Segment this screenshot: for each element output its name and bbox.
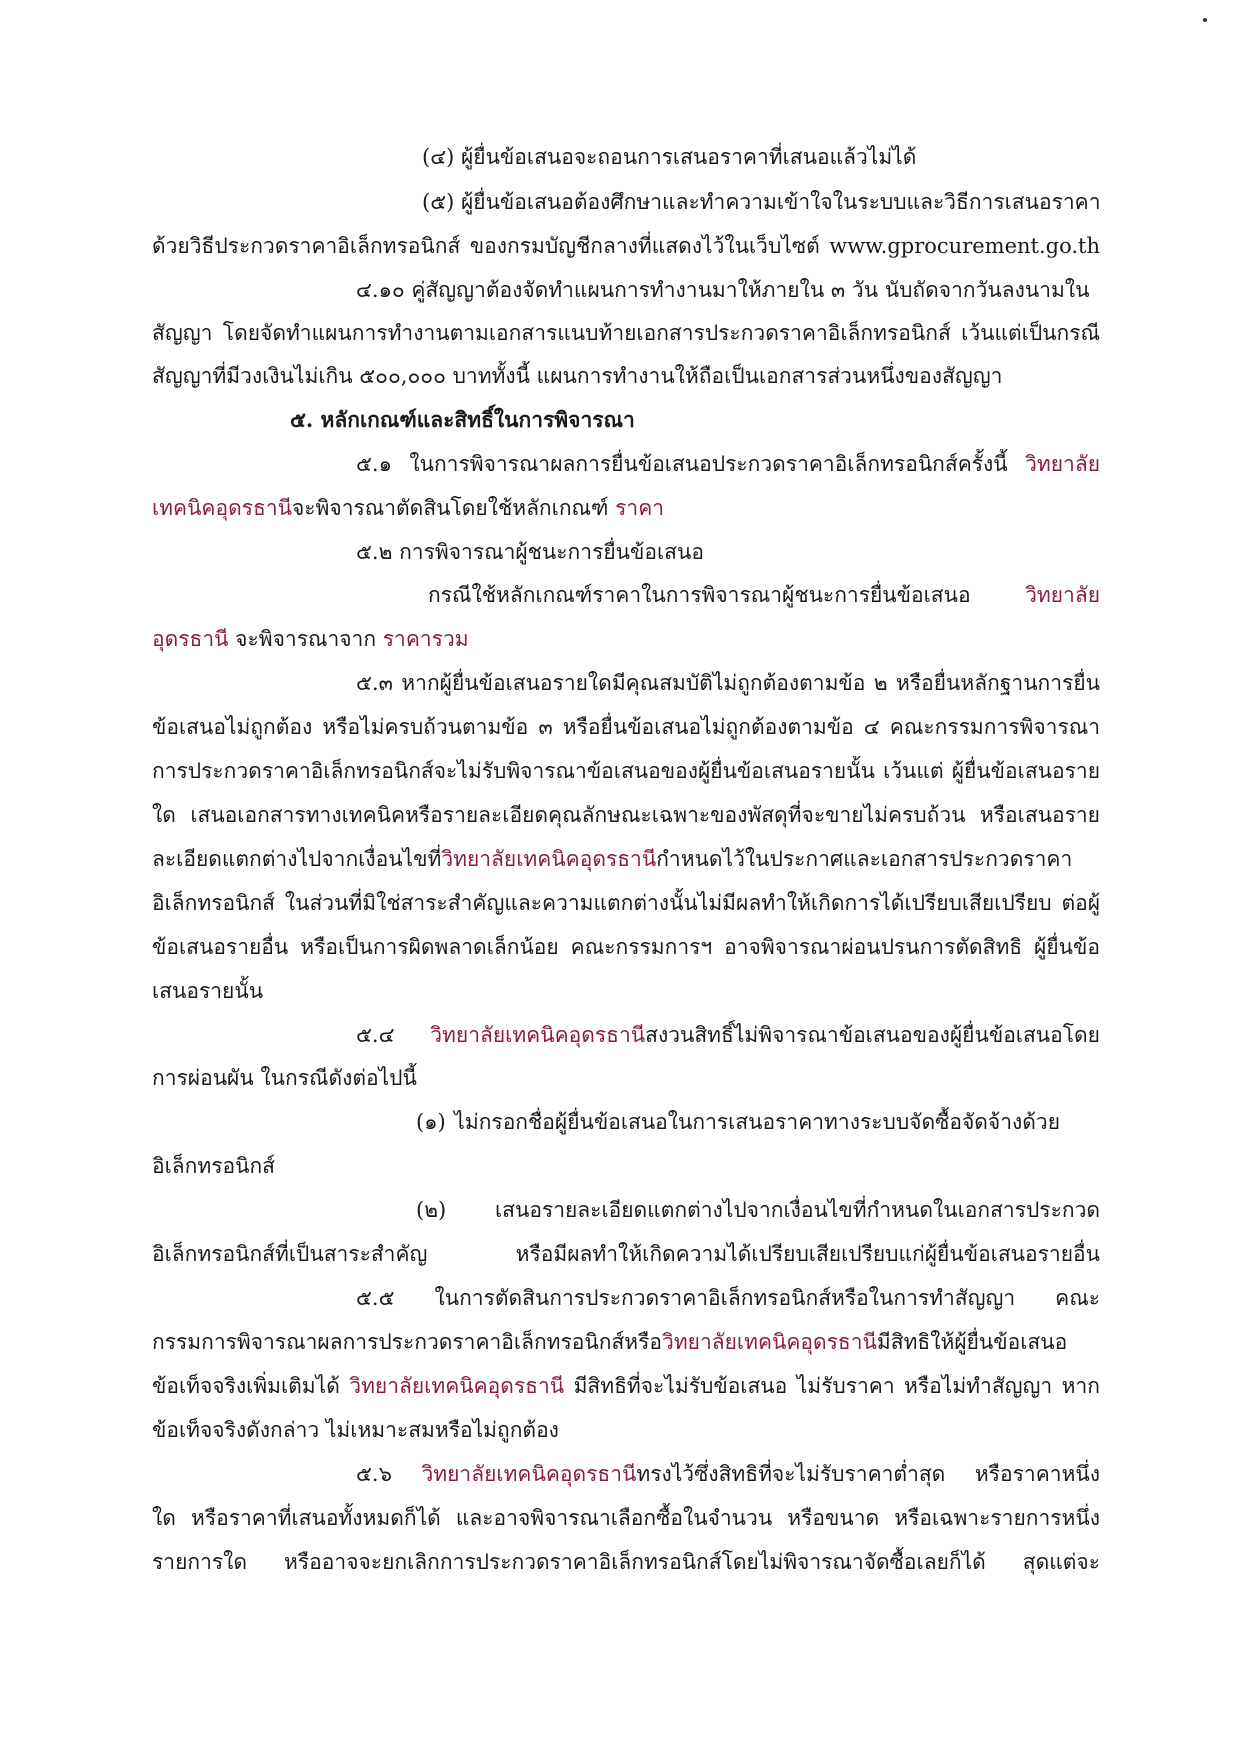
text-line: [152, 624, 469, 654]
text-segment: กำหนดไว้ในประกาศและเอกสารประกวดราคา: [656, 847, 1073, 871]
text-segment: ๔.๑๐ คู่สัญญาต้องจัดทำแผนการทำงานมาให้ภายใน ๓ วัน นับถัดจากวันลงนามใน: [356, 278, 1090, 302]
text-line: [152, 1063, 417, 1093]
text-line: [152, 318, 1100, 348]
text-line: [422, 142, 916, 172]
text-line: [356, 275, 1089, 305]
text-line: [152, 231, 1100, 261]
text-segment: ละเอียดแตกต่างไปจากเงื่อนไขที่: [152, 847, 442, 871]
text-line: [152, 976, 263, 1006]
text-segment: ๕.๓ หากผู้ยื่นข้อเสนอรายใดมีคุณสมบัติไม่ถูกต้องตามข้อ ๒ หรือยื่นหลักฐานการยื่น: [356, 671, 1100, 695]
text-line: [416, 1195, 1100, 1225]
text-segment: สงวนสิทธิ์ไม่พิจารณาข้อเสนอของผู้ยื่นข้อเสนอโดย: [645, 1023, 1100, 1047]
text-line: [152, 1239, 1100, 1269]
highlighted-text: วิทยาลัยเทคนิคอุดรธานี: [421, 1462, 637, 1486]
text-line: [152, 361, 1002, 391]
text-line: [356, 668, 1100, 698]
text-line: [152, 932, 1100, 962]
text-line: [356, 537, 704, 567]
text-segment: (๑) ไม่กรอกชื่อผู้ยื่นข้อเสนอในการเสนอราคาทางระบบจัดซื้อจัดจ้างด้วย: [416, 1110, 1060, 1134]
text-line: [152, 800, 1100, 830]
text-segment: กรรมการพิจารณาผลการประกวดราคาอิเล็กทรอนิกส์หรือ: [152, 1330, 663, 1354]
highlighted-text: อุดรธานี: [152, 627, 229, 651]
scan-speck: [1203, 18, 1207, 22]
text-segment: ๕.๖: [356, 1462, 422, 1486]
text-segment: ด้วยวิธีประกวดราคาอิเล็กทรอนิกส์ ของกรมบัญชีกลางที่แสดงไว้ในเว็บไซต์ www.gprocurement.go.th: [152, 234, 1100, 258]
highlighted-text: ราคา: [615, 496, 665, 520]
text-segment: (๔) ผู้ยื่นข้อเสนอจะถอนการเสนอราคาที่เสนอแล้วไม่ได้: [422, 145, 917, 169]
text-segment: ใด หรือราคาที่เสนอทั้งหมดก็ได้ และอาจพิจารณาเลือกซื้อในจำนวน หรือขนาด หรือเฉพาะรายการหนึ่ง: [152, 1506, 1100, 1530]
text-segment: อิเล็กทรอนิกส์ที่เป็นสาระสำคัญ หรือมีผลทำให้เกิดความได้เปรียบเสียเปรียบแก่ผู้ยื่นข้อเสนอรายอื่น: [152, 1242, 1100, 1266]
text-segment: การประกวดราคาอิเล็กทรอนิกส์จะไม่รับพิจารณาข้อเสนอของผู้ยื่นข้อเสนอรายนั้น เว้นแต่ ผู้ยื่นข้อเสนอราย: [152, 759, 1100, 783]
text-line: [152, 1151, 275, 1181]
text-line: [152, 756, 1100, 786]
text-line: [152, 493, 664, 523]
text-segment: ๕.๒ การพิจารณาผู้ชนะการยื่นข้อเสนอ: [356, 540, 704, 564]
highlighted-text: ราคารวม: [382, 627, 469, 651]
text-segment: จะพิจารณาจาก: [228, 627, 383, 651]
text-line: [416, 1107, 1060, 1137]
text-line: [152, 1327, 1100, 1357]
text-line: [356, 1020, 1100, 1050]
text-line: [152, 1415, 559, 1445]
text-line: [152, 844, 1100, 874]
text-line: [152, 712, 1100, 742]
highlighted-text: เทคนิคอุดรธานี: [152, 496, 292, 520]
text-line: [152, 888, 1100, 918]
text-segment: ๕.๔: [356, 1023, 431, 1047]
text-line: [428, 580, 1100, 610]
text-line: [152, 1503, 1100, 1533]
text-line: [356, 449, 1100, 479]
text-segment: ทรงไว้ซึ่งสิทธิที่จะไม่รับราคาต่ำสุด หรือราคาหนึ่ง: [636, 1462, 1100, 1486]
text-segment: กรณีใช้หลักเกณฑ์ราคาในการพิจารณาผู้ชนะการยื่นข้อเสนอ: [428, 583, 1026, 607]
highlighted-text: วิทยาลัยเทคนิคอุดรธานี: [441, 847, 657, 871]
text-segment: ข้อเท็จจริงเพิ่มเติมได้: [152, 1374, 350, 1398]
text-segment: รายการใด หรืออาจจะยกเลิกการประกวดราคาอิเล็กทรอนิกส์โดยไม่พิจารณาจัดซื้อเลยก็ได้ สุดแต่จะ: [152, 1550, 1100, 1574]
text-segment: สัญญาที่มีวงเงินไม่เกิน ๕๐๐,๐๐๐ บาททั้งนี้ แผนการทำงานให้ถือเป็นเอกสารส่วนหนึ่งของสัญญา: [152, 364, 1003, 388]
text-segment: ๕.๕ ในการตัดสินการประกวดราคาอิเล็กทรอนิกส์หรือในการทำสัญญา คณะ: [356, 1286, 1100, 1310]
text-line: [356, 1283, 1100, 1313]
text-segment: มีสิทธิให้ผู้ยื่นข้อเสนอ: [876, 1330, 1068, 1354]
text-segment: จะพิจารณาตัดสินโดยใช้หลักเกณฑ์: [291, 496, 616, 520]
text-segment: ข้อเสนอไม่ถูกต้อง หรือไม่ครบถ้วนตามข้อ ๓ หรือยื่นข้อเสนอไม่ถูกต้องตามข้อ ๔ คณะกรรมการพิจารณา: [152, 715, 1100, 739]
highlighted-text: วิทยาลัยเทคนิคอุดรธานี: [349, 1374, 565, 1398]
text-line: [152, 1547, 1100, 1577]
text-segment: อิเล็กทรอนิกส์: [152, 1154, 275, 1178]
text-segment: สัญญา โดยจัดทำแผนการทำงานตามเอกสารแนบท้ายเอกสารประกวดราคาอิเล็กทรอนิกส์ เว้นแต่เป็นกรณี: [152, 321, 1100, 345]
text-segment: ข้อเสนอรายอื่น หรือเป็นการผิดพลาดเล็กน้อย คณะกรรมการฯ อาจพิจารณาผ่อนปรนการตัดสิทธิ ผู้ยื่นข้อ: [152, 935, 1100, 959]
text-line: [422, 187, 1101, 217]
highlighted-text: วิทยาลัยเทคนิคอุดรธานี: [430, 1023, 646, 1047]
text-segment: ๕. หลักเกณฑ์และสิทธิ์ในการพิจารณา: [290, 407, 635, 432]
highlighted-text: วิทยาลัย: [1025, 583, 1100, 607]
highlighted-text: วิทยาลัย: [1025, 452, 1100, 476]
highlighted-text: วิทยาลัยเทคนิคอุดรธานี: [662, 1330, 877, 1354]
text-segment: มีสิทธิที่จะไม่รับข้อเสนอ ไม่รับราคา หรือไม่ทำสัญญา หาก: [564, 1374, 1100, 1398]
text-segment: ใด เสนอเอกสารทางเทคนิคหรือรายละเอียดคุณลักษณะเฉพาะของพัสดุที่จะขายไม่ครบถ้วน หรือเสนอราย: [152, 803, 1100, 827]
text-line: [152, 1371, 1100, 1401]
text-segment: อิเล็กทรอนิกส์ ในส่วนที่มิใช่สาระสำคัญและความแตกต่างนั้นไม่มีผลทำให้เกิดการได้เปรียบเสียเปรียบ ต่อผู้: [152, 891, 1100, 915]
text-line: [290, 405, 635, 435]
text-segment: ข้อเท็จจริงดังกล่าว ไม่เหมาะสมหรือไม่ถูกต้อง: [152, 1418, 559, 1442]
text-segment: การผ่อนผัน ในกรณีดังต่อไปนี้: [152, 1066, 417, 1090]
text-segment: (๕) ผู้ยื่นข้อเสนอต้องศึกษาและทำความเข้าใจในระบบและวิธีการเสนอราคา: [422, 190, 1101, 214]
text-segment: ๕.๑ ในการพิจารณาผลการยื่นข้อเสนอประกวดราคาอิเล็กทรอนิกส์ครั้งนี้: [356, 452, 1026, 476]
text-segment: (๒) เสนอรายละเอียดแตกต่างไปจากเงื่อนไขที่กำหนดในเอกสารประกวด: [416, 1198, 1100, 1222]
text-line: [356, 1459, 1100, 1489]
text-segment: เสนอรายนั้น: [152, 979, 264, 1003]
